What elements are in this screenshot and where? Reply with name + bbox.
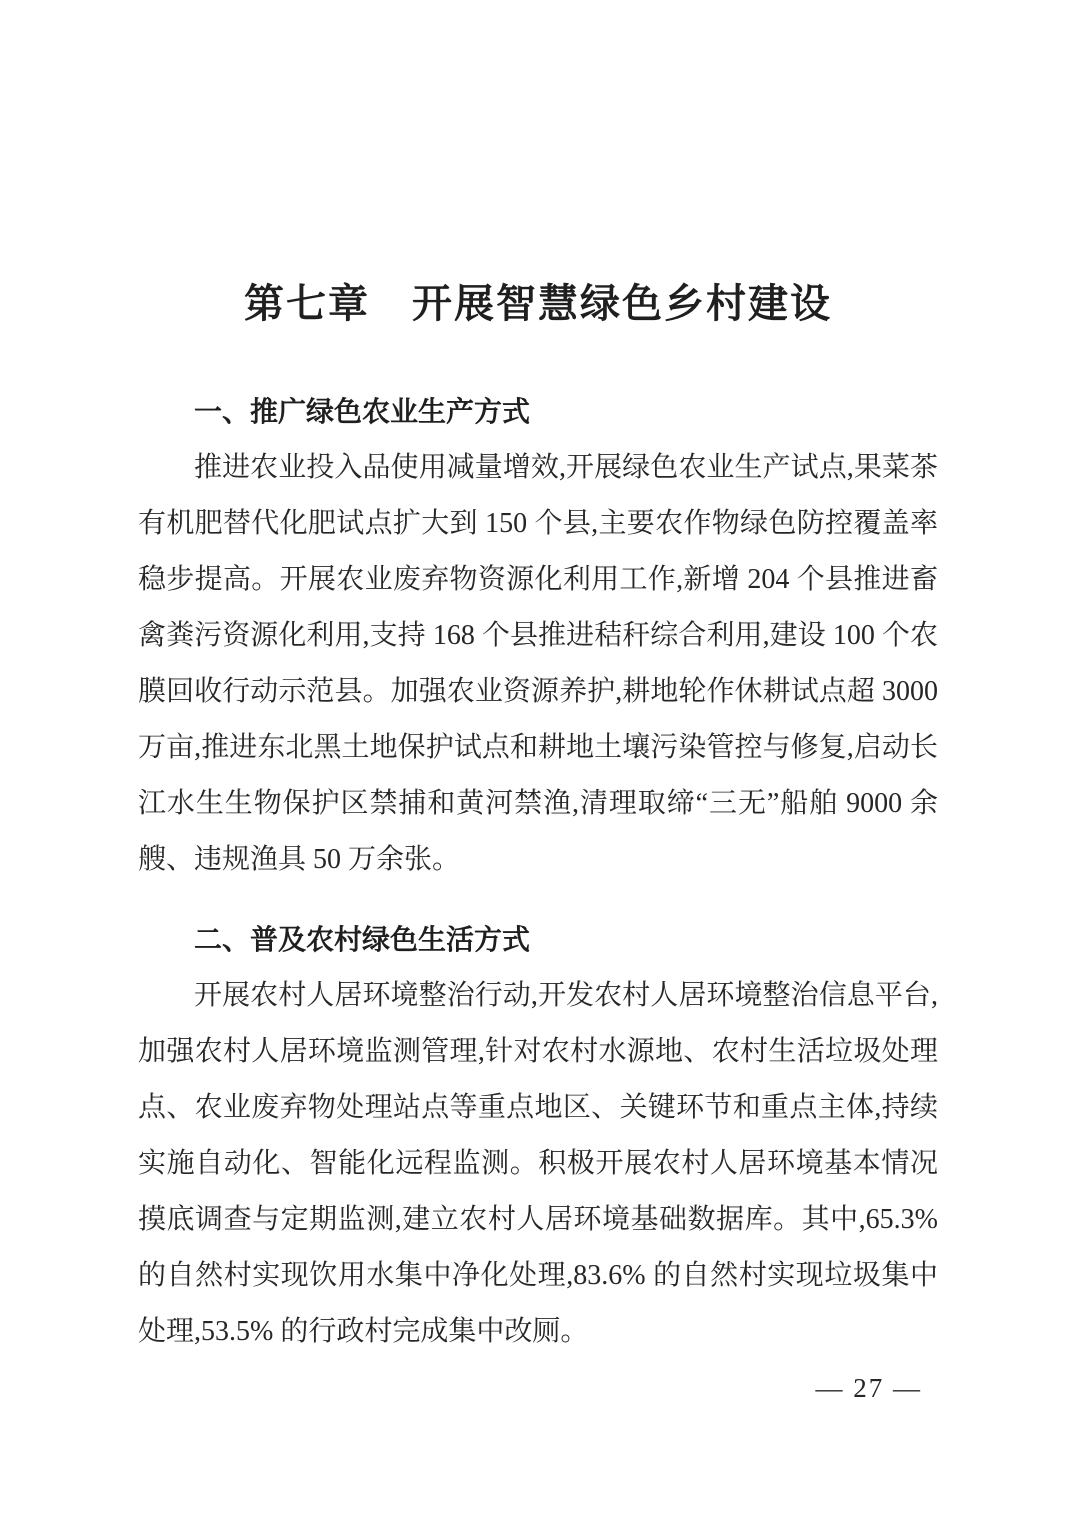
- section-2-heading: 二、普及农村绿色生活方式: [194, 924, 531, 955]
- chapter-title: 第七章 开展智慧绿色乡村建设: [244, 281, 832, 326]
- section-green-agriculture: [138, 384, 938, 888]
- section-2-paragraph: 开展农村人居环境整治行动,开发农村人居环境整治信息平台,加强农村人居环境监测管理,针对农村水源地、农村生活垃圾处理点、农业废弃物处理站点等重点地区、关键环节和重点主体,持续实施自动化、智能化远程监测。积极开展农村人居环境基本情况摸底调查与定期监测,建立农村人居环境基础数据库。其中,65.3% 的自然村实现饮用水集中净化处理,83.6% 的自然村实现垃圾集中处理,53.5% 的行政村完成集中改厕。: [138, 980, 938, 1347]
- page-number: — 27 —: [815, 1373, 922, 1403]
- section-1-paragraph: 推进农业投入品使用减量增效,开展绿色农业生产试点,果菜茶有机肥替代化肥试点扩大到 150 个县,主要农作物绿色防控覆盖率稳步提高。开展农业废弃物资源化利用工作,新增 204 个县推进畜禽粪污资源化利用,支持 168 个县推进秸秆综合利用,建设 100 个农膜回收行动示范县。加强农业资源养护,耕地轮作休耕试点超 3000 万亩,推进东北黑土地保护试点和耕地土壤污染管控与修复,启动长江水生生物保护区禁捕和黄河禁渔,清理取缔“三无”船舶 9000 余艘、违规渔具 50 万余张。: [138, 452, 938, 875]
- section-1-heading: 一、推广绿色农业生产方式: [194, 396, 531, 427]
- section-green-rural-life: [138, 912, 938, 1360]
